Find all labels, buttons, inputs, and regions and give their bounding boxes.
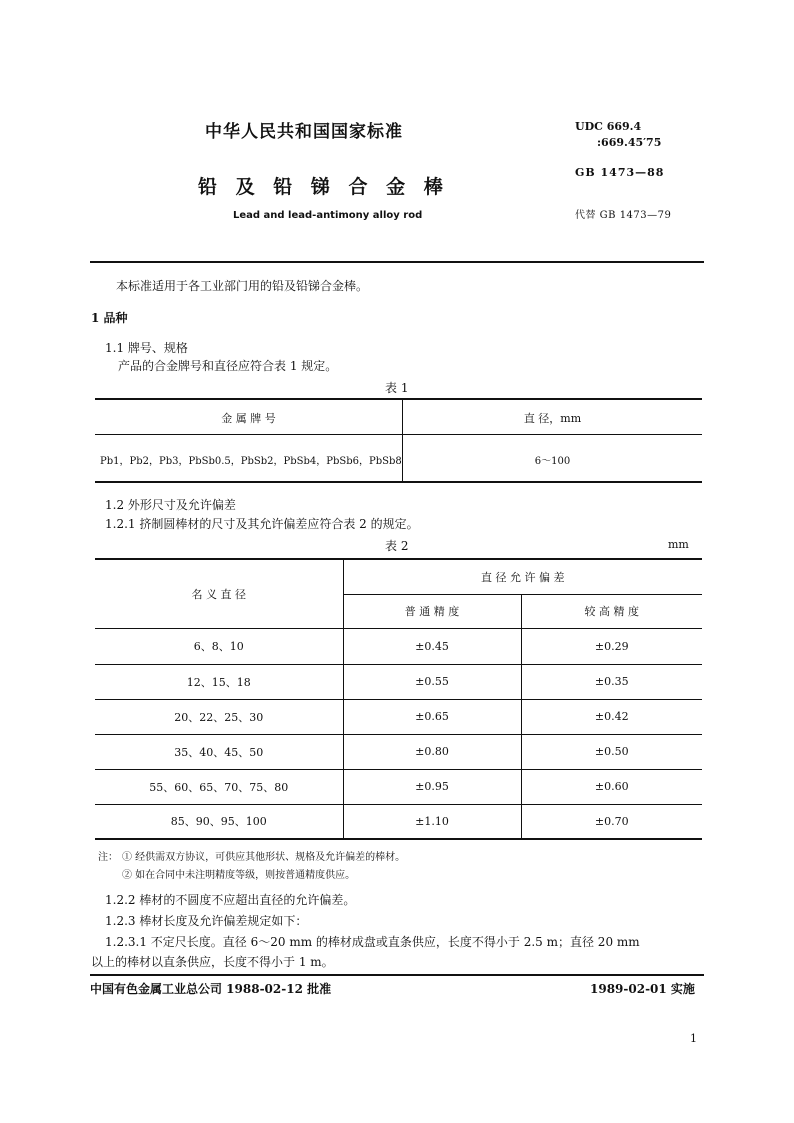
table-2-caption: 表 2 (385, 539, 409, 553)
section-1-2-3-text: 1.2.3 棒材长度及允许偏差规定如下： (105, 914, 308, 928)
nominal-cell: 6、8、10 (95, 628, 343, 664)
table-2-unit: mm (668, 538, 689, 551)
normal-cell: ±1.10 (343, 804, 521, 839)
nominal-cell: 55、60、65、70、75、80 (95, 769, 343, 804)
section-1-2-2-text: 1.2.2 棒材的不圆度不应超出直径的允许偏差。 (105, 893, 356, 907)
gb-number: GB 1473—88 (575, 166, 665, 179)
header-normal-precision: 普 通 精 度 (343, 594, 521, 628)
footer-rule (90, 974, 704, 976)
section-1-2-3-1-line-2: 以上的棒材以直条供应，长度不得小于 1 m。 (91, 955, 334, 969)
table-row (95, 664, 702, 699)
table-1-mid-rule (95, 434, 702, 435)
table-row (95, 804, 702, 839)
table-row (95, 769, 702, 804)
normal-cell: ±0.55 (343, 664, 521, 699)
table-row (95, 699, 702, 734)
section-1-1-text: 产品的合金牌号和直径应符合表 1 规定。 (118, 359, 338, 373)
note-2: ② 如在合同中未注明精度等级，则按普通精度供应。 (122, 870, 356, 881)
national-standard-heading: 中华人民共和国国家标准 (205, 122, 403, 142)
section-1-2-1-text: 1.2.1 挤制圆棒材的尺寸及其允许偏差应符合表 2 的规定。 (105, 517, 419, 531)
document-title-cn: 铅 及 铅 锑 合 金 棒 (198, 176, 449, 198)
nominal-cell: 20、22、25、30 (95, 699, 343, 734)
nominal-cell: 35、40、45、50 (95, 734, 343, 769)
nominal-cell: 12、15、18 (95, 664, 343, 699)
header-diameter-tolerance: 直 径 允 许 偏 差 (343, 559, 702, 594)
table-1-header-grade: 金 属 牌 号 (221, 412, 276, 425)
scope-text: 本标准适用于各工业部门用的铅及铅锑合金棒。 (116, 279, 369, 293)
effective-date: 1989-02-01 实施 (590, 982, 695, 996)
table-1-bottom-rule (95, 481, 702, 483)
normal-cell: ±0.95 (343, 769, 521, 804)
table-row (95, 734, 702, 769)
nominal-cell: 85、90、95、100 (95, 804, 343, 839)
header-rule (90, 261, 704, 263)
table-1-caption: 表 1 (385, 381, 409, 395)
header-high-precision: 较 高 精 度 (521, 594, 702, 628)
normal-cell: ±0.45 (343, 628, 521, 664)
note-label: 注： (98, 852, 118, 863)
high-cell: ±0.70 (594, 814, 629, 828)
table-1-top-rule (95, 398, 702, 400)
header-nominal-diameter: 名 义 直 径 (95, 559, 343, 628)
page-number: 1 (690, 1032, 697, 1045)
udc-line-1: UDC 669.4 (575, 120, 642, 133)
table-1-header-diameter: 直 径，mm (523, 412, 582, 425)
document-title-en: Lead and lead-antimony alloy rod (233, 210, 423, 221)
high-cell: ±0.42 (521, 699, 702, 734)
high-cell: ±0.60 (521, 769, 702, 804)
udc-line-2: :669.45′75 (597, 136, 662, 149)
note-1: ① 经供需双方协议，可供应其他形状、规格及允许偏差的棒材。 (122, 852, 406, 863)
normal-cell: ±0.65 (343, 699, 521, 734)
table-1-grades: Pb1，Pb2，Pb3，PbSb0.5，PbSb2，PbSb4，PbSb6，PbSb8 (100, 456, 402, 467)
high-cell: ±0.50 (521, 734, 702, 769)
normal-cell: ±0.80 (343, 734, 521, 769)
approval-line: 中国有色金属工业总公司 1988-02-12 批准 (90, 982, 332, 996)
section-1-heading: 1 品种 (91, 311, 128, 325)
tolerance-table (95, 558, 702, 840)
table-row (95, 628, 702, 664)
section-1-2-3-1-line-1: 1.2.3.1 不定尺长度。直径 6～20 mm 的棒材成盘或直条供应，长度不得小于 2.5 m；直径 20 mm (105, 935, 640, 949)
section-1-1-heading: 1.1 牌号、规格 (105, 341, 188, 355)
high-cell: ±0.35 (521, 664, 702, 699)
section-1-2-heading: 1.2 外形尺寸及允许偏差 (105, 498, 236, 512)
replaces-standard: 代替 GB 1473—79 (575, 210, 672, 221)
table-1-diameter: 6～100 (534, 456, 571, 467)
high-cell: ±0.29 (521, 628, 702, 664)
